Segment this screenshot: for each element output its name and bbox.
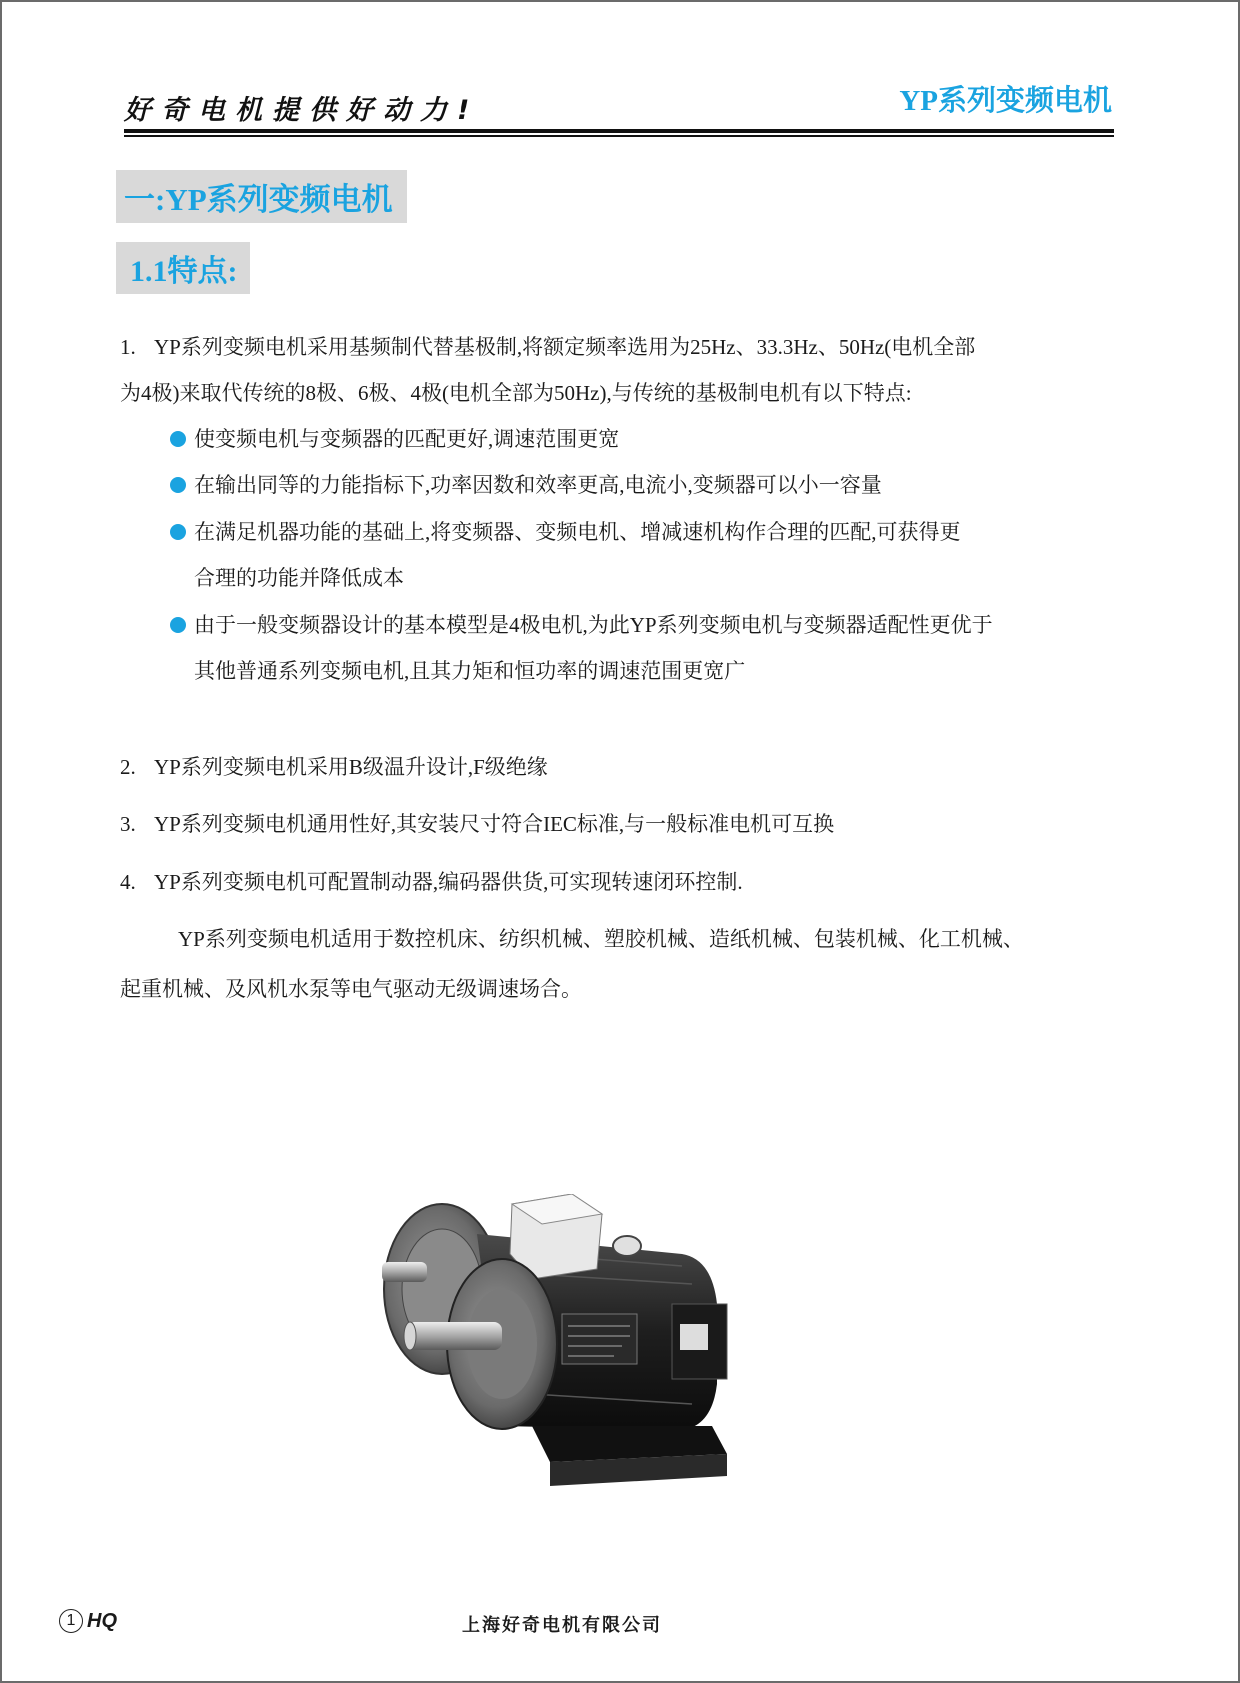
item-4-text: YP系列变频电机可配置制动器,编码器供货,可实现转速闭环控制. [154,870,743,894]
item-3-number: 3. [120,812,136,836]
bullet-2-text: 在输出同等的力能指标下,功率因数和效率更高,电流小,变频器可以小一容量 [194,473,882,497]
application-line-2: 起重机械、及风机水泵等电气驱动无级调速场合。 [120,977,582,1001]
item-1-line-2: 为4极)来取代传统的8极、6极、4极(电机全部为50Hz),与传统的基极制电机有以下特点: [120,381,912,405]
footer-company: 上海好奇电机有限公司 [462,1615,662,1636]
bullet-dot-icon [170,477,186,493]
bullet-1-text: 使变频电机与变频器的匹配更好,调速范围更宽 [194,427,620,451]
item-1-number: 1. [120,335,136,359]
bullet-4 [170,602,993,648]
header-rule-thin [124,135,1114,137]
bullet-4-continuation: 其他普通系列变频电机,且其力矩和恒功率的调速范围更宽广 [194,659,746,683]
section-heading: 一:YP系列变频电机 [116,170,407,223]
item-3 [120,801,834,847]
bullet-3-continuation: 合理的功能并降低成本 [194,566,404,590]
bullet-3 [170,509,961,555]
item-2-text: YP系列变频电机采用B级温升设计,F级绝缘 [154,755,548,779]
item-4-number: 4. [120,870,136,894]
bullet-dot-icon [170,524,186,540]
item-2 [120,744,548,790]
bullet-2 [170,462,882,508]
brand-logo: HQ [87,1609,117,1632]
item-2-number: 2. [120,755,136,779]
item-1-text: YP系列变频电机采用基频制代替基极制,将额定频率选用为25Hz、33.3Hz、50Hz(电机全部 [154,335,976,359]
application-line-1: YP系列变频电机适用于数控机床、纺织机械、塑胶机械、造纸机械、包装机械、化工机械、 [178,927,1024,951]
subsection-heading: 1.1特点: [116,242,250,294]
bullet-dot-icon [170,617,186,633]
bullet-dot-icon [170,431,186,447]
header-rule-thick [124,129,1114,133]
item-1-line-1 [120,324,975,370]
header-slogan: 好奇电机提供好动力! [124,95,480,126]
header-title: YP系列变频电机 [899,85,1112,117]
motor-photo [382,1194,782,1504]
item-4 [120,859,743,905]
bullet-1 [170,416,619,462]
bullet-4-text: 由于一般变频器设计的基本模型是4极电机,为此YP系列变频电机与变频器适配性更优于 [194,613,993,637]
page-number-value: 1 [59,1609,83,1633]
bullet-3-text: 在满足机器功能的基础上,将变频器、变频电机、增减速机构作合理的匹配,可获得更 [194,520,961,544]
item-3-text: YP系列变频电机通用性好,其安装尺寸符合IEC标准,与一般标准电机可互换 [154,812,835,836]
page-number [59,1609,117,1633]
